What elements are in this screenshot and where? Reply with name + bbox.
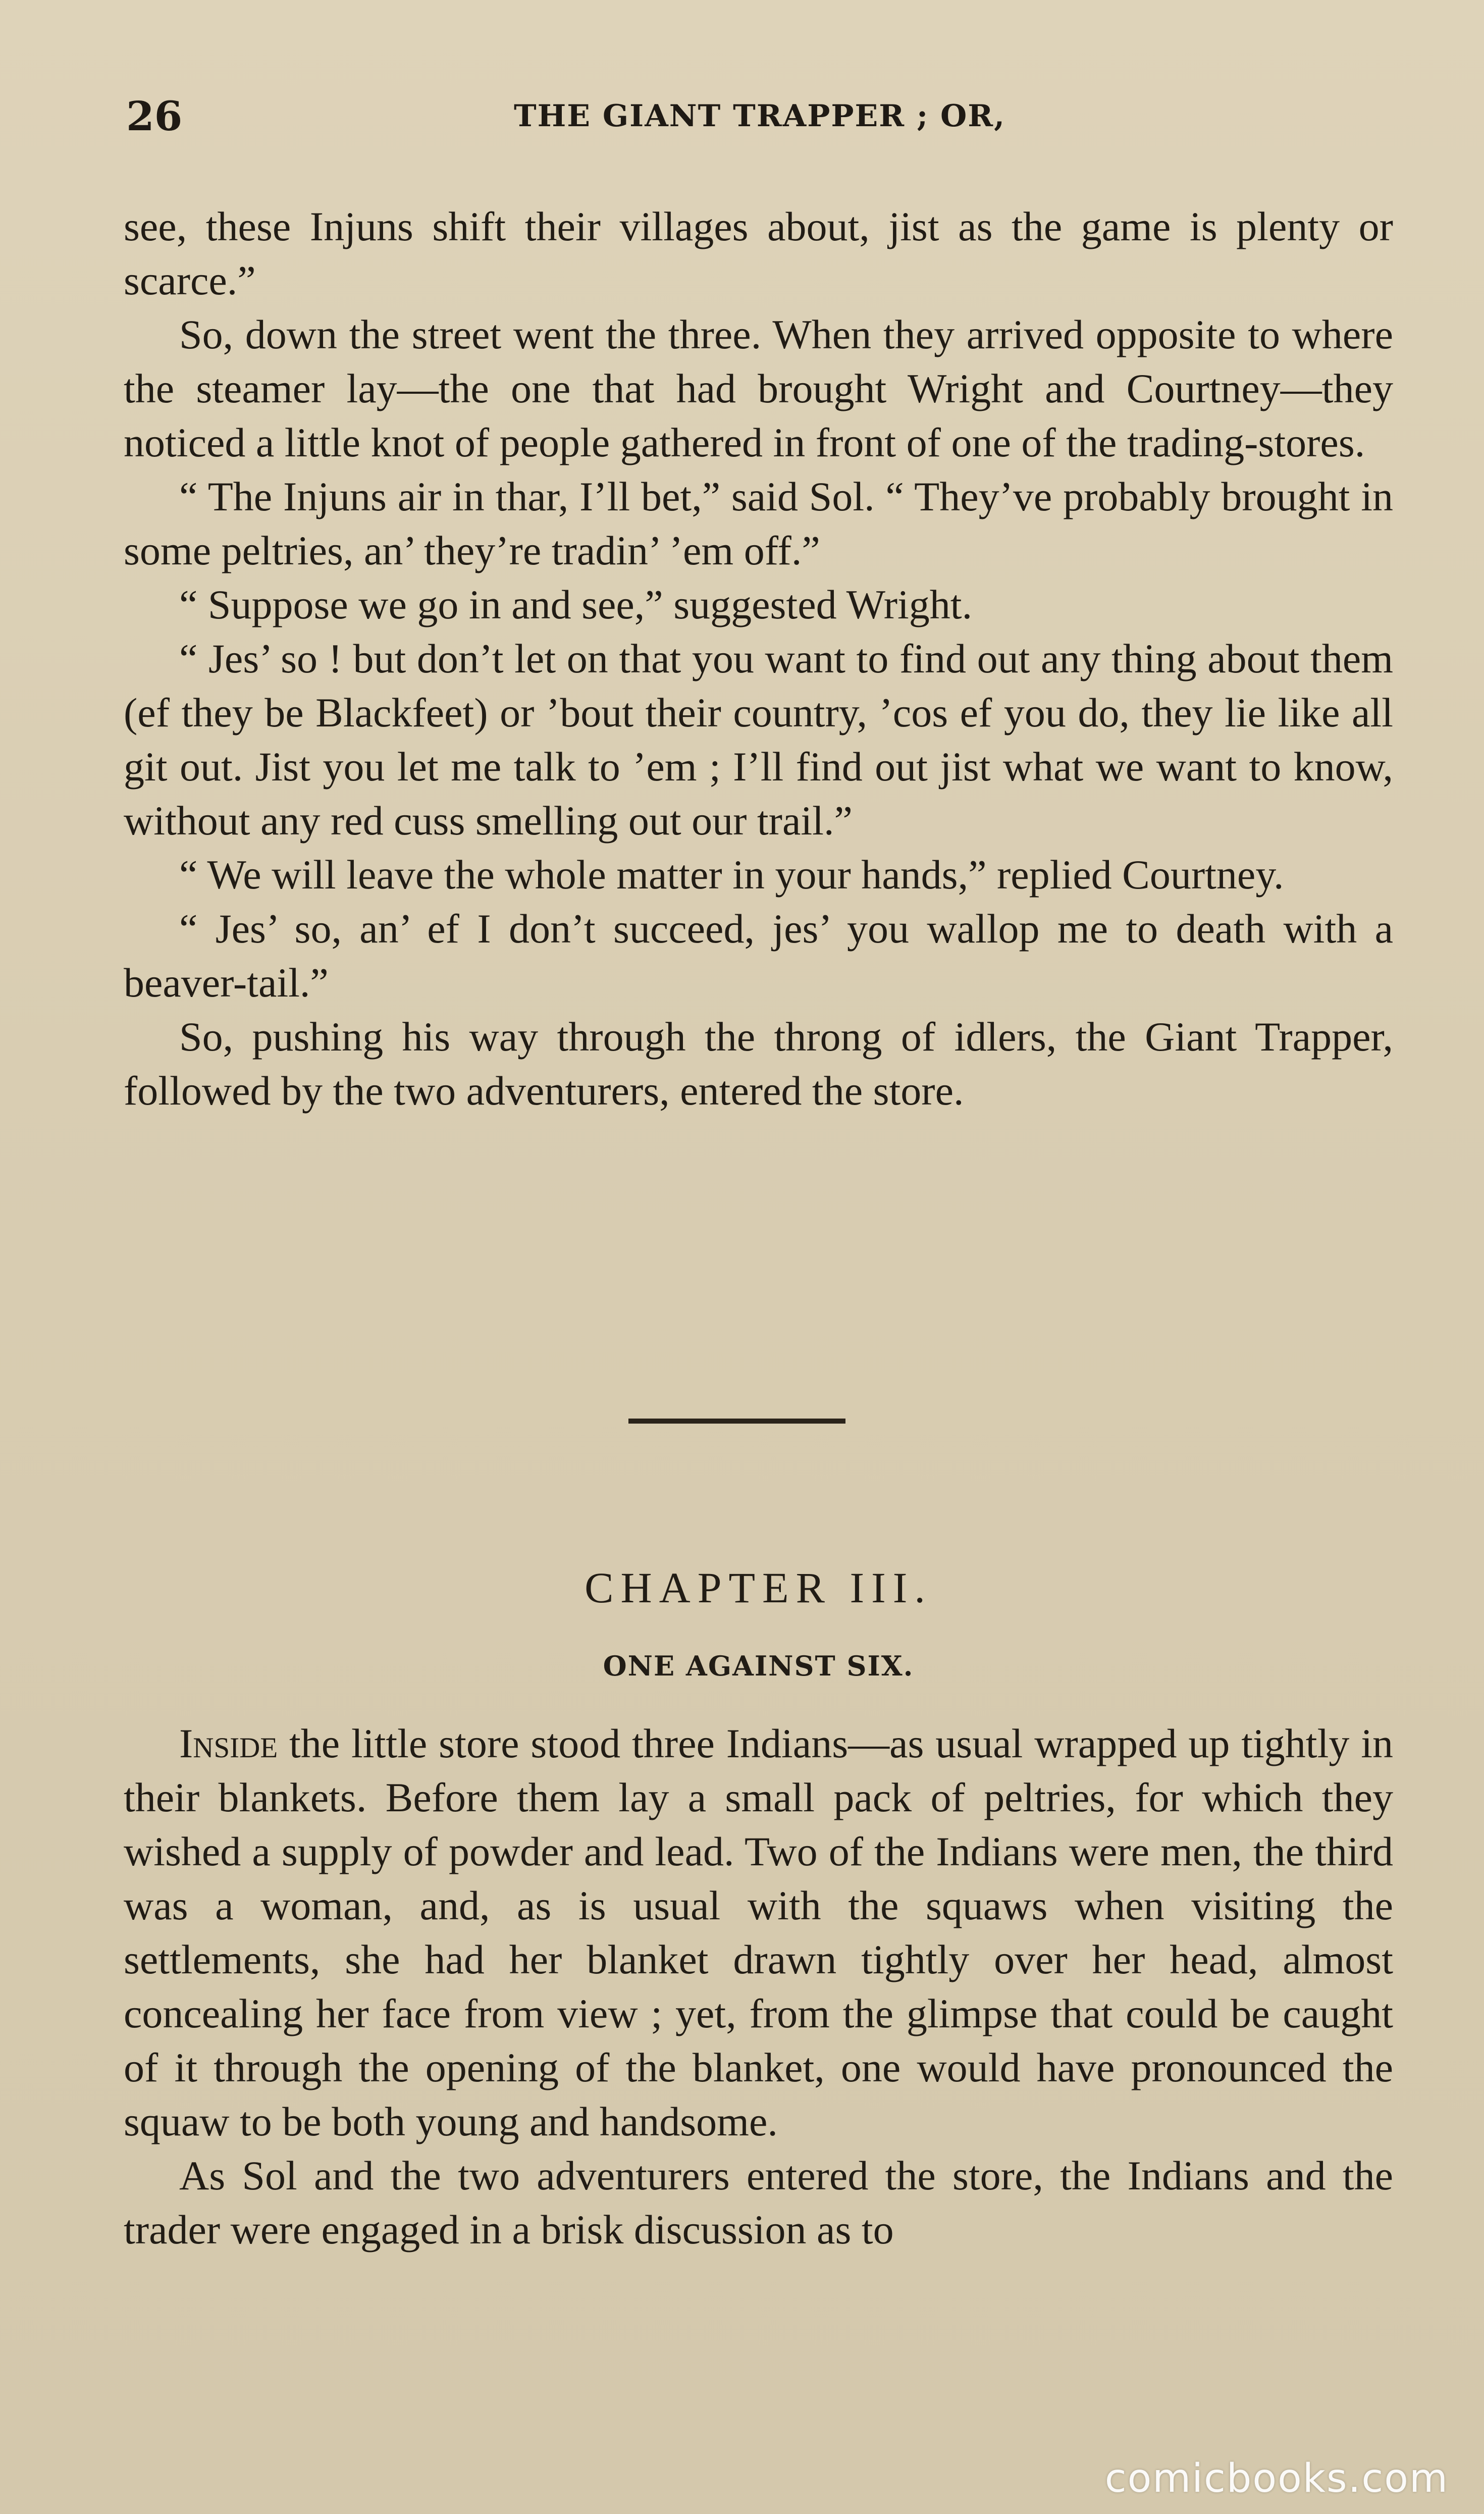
paragraph: see, these Injuns shift their villages about, jist as the game is plenty or scarce.” <box>124 203 1393 303</box>
page-number: 26 <box>126 92 183 140</box>
paragraph: “ The Injuns air in thar, I’ll bet,” said Sol. “ They’ve probably brought in some peltries, an’ they’re tradin’ ’em off.” <box>124 474 1393 573</box>
body-text-before-chapter <box>124 199 1393 1118</box>
paragraph: “ Jes’ so, an’ ef I don’t succeed, jes’ you wallop me to death with a beaver-tail.” <box>124 906 1393 1006</box>
page-header <box>126 88 1393 144</box>
paragraph <box>124 1716 1393 2149</box>
paragraph: “ Suppose we go in and see,” suggested Wright. <box>179 582 973 627</box>
paragraph: So, pushing his way through the throng of idlers, the Giant Trapper, followed by the two adventurers, entered the store. <box>124 1014 1393 1114</box>
paragraph: So, down the street went the three. When they arrived opposite to where the steamer lay—the one that had brought Wright and Courtney—they noticed a little knot of people gathered in front of one of the trading-stores. <box>124 311 1393 465</box>
chapter-title: CHAPTER III. <box>585 1563 932 1612</box>
paragraph: “ We will leave the whole matter in your hands,” replied Courtney. <box>179 852 1284 898</box>
chapter-subtitle: ONE AGAINST SIX. <box>603 1650 914 1682</box>
paragraph: As Sol and the two adventurers entered the store, the Indians and the trader were engaged in a brisk discussion as to <box>124 2153 1393 2253</box>
watermark: comicbooks.com <box>1104 2456 1449 2501</box>
paragraph-text: the little store stood three Indians—as usual wrapped up tightly in their blankets. Before them lay a small pack of peltries, for which they wished a supply of powder and lead. Two of the Indians were men, the third was a woman, and, as is usual with the squaws when visiting the settlements, she had her blanket drawn tightly over her head, almost concealing her face from view ; yet, from the glimpse that could be caught of it through the opening of the blanket, one would have pronounced the squaw to be both young and handsome. <box>124 1720 1393 2144</box>
chapter-opening-word: Inside <box>179 1720 278 1766</box>
running-head: THE GIANT TRAPPER ; OR, <box>513 98 1006 134</box>
paragraph: “ Jes’ so ! but don’t let on that you want to find out any thing about them (ef they be Blackfeet) or ’bout their country, ’cos ef you do, they lie like all git out. Jist you let me talk to ’em ; I’ll find out jist what we want to know, without any red cuss smelling out our trail.” <box>124 636 1393 844</box>
section-divider-rule <box>628 1419 845 1424</box>
body-text-chapter <box>124 1716 1393 2257</box>
